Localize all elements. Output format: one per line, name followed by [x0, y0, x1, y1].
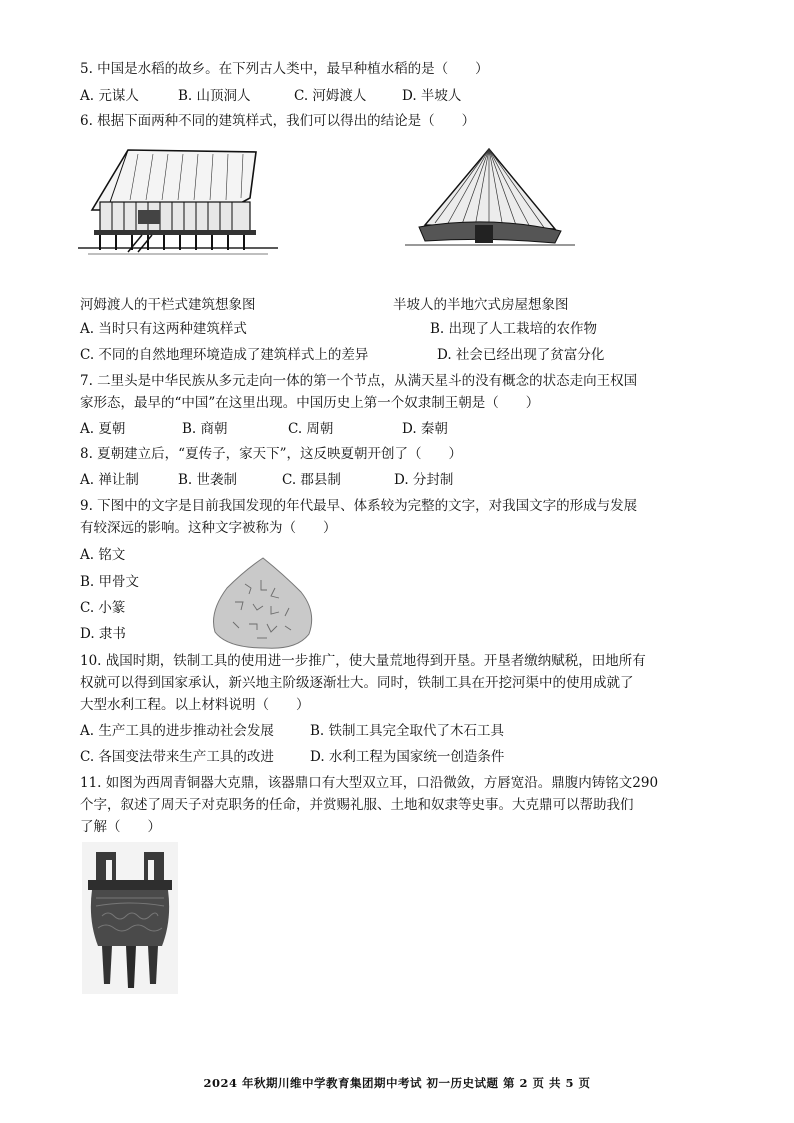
page-footer: 2024 年秋期川维中学教育集团期中考试 初一历史试题 第 2 页 共 5 页 — [203, 1076, 591, 1090]
q6-option-b: B. 出现了人工栽培的农作物 — [430, 321, 598, 337]
q8-option-c: C. 郡县制 — [282, 472, 341, 488]
q7-option-c: C. 周朝 — [288, 421, 334, 437]
q7-stem-line-2: 家形态，最早的“中国”在这里出现。中国历史上第一个奴隶制王朝是（ ） — [80, 395, 540, 411]
q7-option-d: D. 秦朝 — [402, 421, 448, 437]
q8-option-d: D. 分封制 — [394, 472, 454, 488]
q10-option-a: A. 生产工具的进步推动社会发展 — [80, 723, 274, 739]
q6-stem: 6. 根据下面两种不同的建筑样式，我们可以得出的结论是（ ） — [80, 113, 476, 129]
q10-stem-line-3: 大型水利工程。以上材料说明（ ） — [80, 697, 310, 713]
q8-option-b: B. 世袭制 — [178, 472, 238, 488]
q5-option-d: D. 半坡人 — [402, 88, 462, 104]
q5-option-c: C. 河姆渡人 — [294, 88, 367, 104]
q9-option-b: B. 甲骨文 — [80, 574, 140, 590]
q9-stem-line-2: 有较深远的影响。这种文字被称为（ ） — [80, 520, 337, 536]
half-pit-hut-illustration — [405, 145, 575, 260]
q7-stem-line-1: 7. 二里头是中华民族从多元走向一体的第一个节点，从满天星斗的没有概念的状态走向王权国 — [80, 373, 638, 389]
q6-option-a: A. 当时只有这两种建筑样式 — [80, 321, 247, 337]
q9-option-a: A. 铭文 — [80, 547, 126, 563]
q9-option-d: D. 隶书 — [80, 626, 126, 642]
q10-stem-line-1: 10. 战国时期，铁制工具的使用进一步推广，使大量荒地得到开垦。开垦者缴纳赋税，田地所有 — [80, 653, 646, 669]
caption-stilt-house: 河姆渡人的干栏式建筑想象图 — [80, 297, 256, 313]
q10-option-c: C. 各国变法带来生产工具的改进 — [80, 749, 274, 765]
q5-option-b: B. 山顶洞人 — [178, 88, 251, 104]
da-ke-ding-image — [82, 842, 178, 994]
q11-stem-line-2: 个字，叙述了周天子对克职务的任命，并赏赐礼服、土地和奴隶等史事。大克鼎可以帮助我们 — [80, 797, 634, 813]
q11-stem-line-3: 了解（ ） — [80, 819, 161, 835]
q9-option-c: C. 小篆 — [80, 600, 126, 616]
q5-option-a: A. 元谋人 — [80, 88, 139, 104]
q8-option-a: A. 禅让制 — [80, 472, 139, 488]
q7-option-b: B. 商朝 — [182, 421, 228, 437]
q9-stem-line-1: 9. 下图中的文字是目前我国发现的年代最早、体系较为完整的文字，对我国文字的形成与发展 — [80, 498, 638, 514]
q10-option-d: D. 水利工程为国家统一创造条件 — [310, 749, 505, 765]
stilt-house-illustration — [78, 140, 278, 270]
q8-stem: 8. 夏朝建立后，“夏传子，家天下”，这反映夏朝开创了（ ） — [80, 446, 462, 462]
q10-stem-line-2: 权就可以得到国家承认，新兴地主阶级逐渐壮大。同时，铁制工具在开挖河渠中的使用成就了 — [80, 675, 634, 691]
q7-option-a: A. 夏朝 — [80, 421, 126, 437]
q10-option-b: B. 铁制工具完全取代了木石工具 — [310, 723, 505, 739]
q6-option-d: D. 社会已经出现了贫富分化 — [437, 347, 605, 363]
caption-half-pit-hut: 半坡人的半地穴式房屋想象图 — [393, 297, 569, 313]
q6-option-c: C. 不同的自然地理环境造成了建筑样式上的差异 — [80, 347, 369, 363]
q11-stem-line-1: 11. 如图为西周青铜器大克鼎，该器鼎口有大型双立耳，口沿微敛，方唇宽沿。鼎腹内铸铭文290 — [80, 775, 659, 791]
oracle-bone-image — [205, 552, 325, 652]
q5-stem: 5. 中国是水稻的故乡。在下列古人类中，最早种植水稻的是（ ） — [80, 61, 489, 77]
